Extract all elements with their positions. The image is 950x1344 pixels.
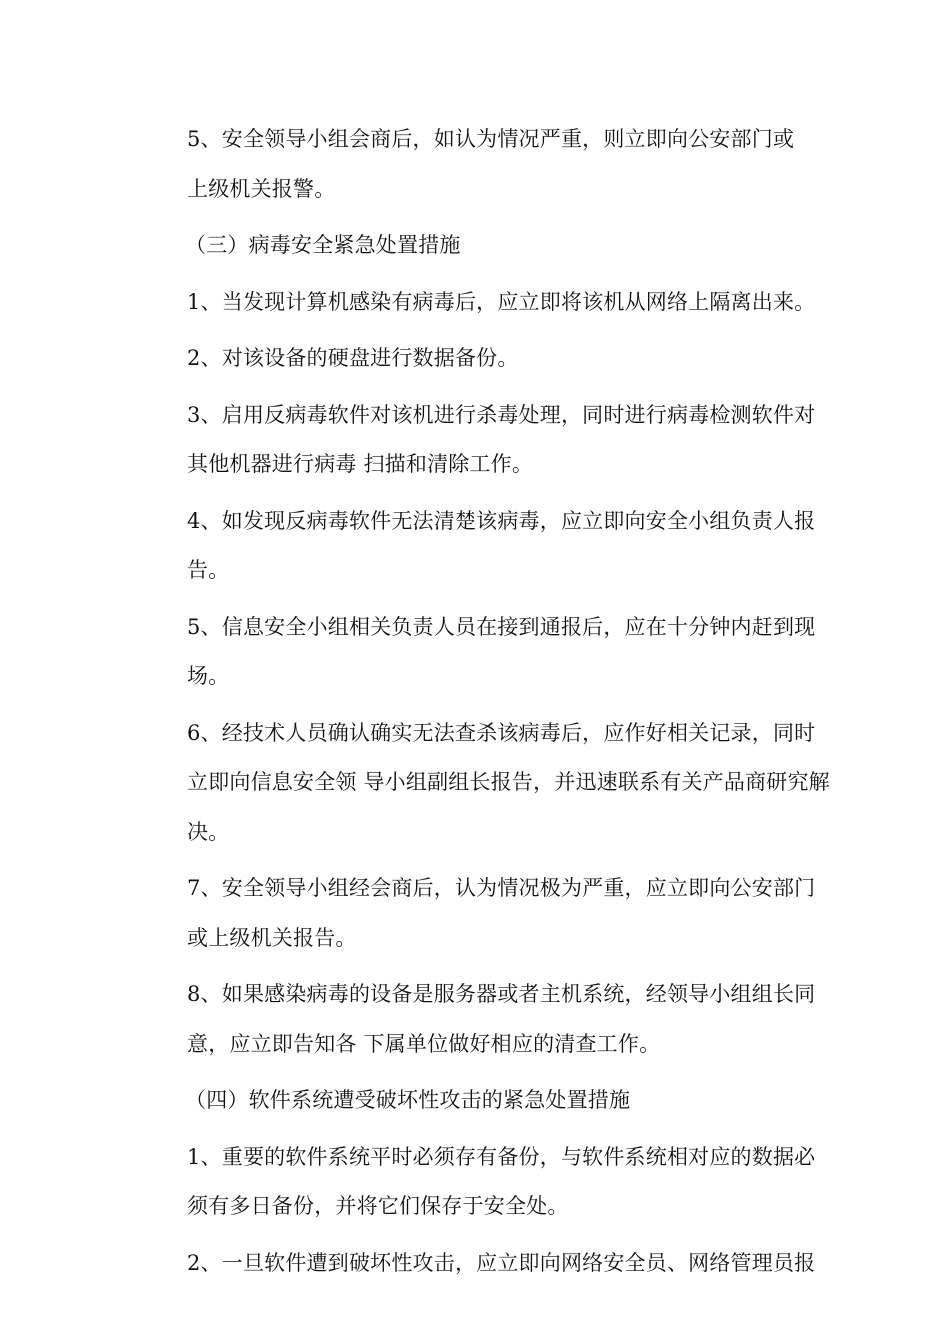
text-line: 2、一旦软件遭到破坏性攻击，应立即向网络安全员、网络管理员报: [187, 1250, 816, 1275]
text-line: （三）病毒安全紧急处置措施: [185, 233, 461, 257]
text-line: 场。: [187, 664, 230, 688]
text-line: 上级机关报警。: [187, 176, 336, 201]
text-line: 其他机器进行病毒 扫描和清除工作。: [187, 452, 534, 476]
text-line: 决。: [187, 819, 230, 844]
text-line: 1、当发现计算机感染有病毒后，应立即将该机从网络上隔离出来。: [187, 289, 816, 314]
document-body: [145, 115, 830, 1295]
paragraph-item-1-software-backup: [145, 1133, 816, 1232]
paragraph-item-5-onsite: [145, 603, 816, 702]
text-line: 6、经技术人员确认确实无法查杀该病毒后，应作好相关记录，同时: [187, 720, 816, 745]
paragraph-item-3-antivirus: [145, 391, 816, 490]
paragraph-item-6-record: [145, 709, 830, 858]
text-line: 8、如果感染病毒的设备是服务器或者主机系统，经领导小组组长同: [187, 982, 816, 1006]
text-line: 须有多日备份，并将它们保存于安全处。: [187, 1194, 569, 1218]
text-line: 2、对该设备的硬盘进行数据备份。: [187, 346, 519, 370]
text-line: 5、信息安全小组相关负责人员在接到通报后，应在十分钟内赶到现: [187, 614, 816, 639]
text-line: 告。: [187, 558, 230, 582]
paragraph-item-8-server: [145, 970, 816, 1069]
paragraph-item-4-report: [145, 497, 816, 596]
text-line: 3、启用反病毒软件对该机进行杀毒处理，同时进行病毒检测软件对: [187, 402, 816, 427]
text-line: 5、安全领导小组会商后，如认为情况严重，则立即向公安部门或: [187, 127, 795, 151]
section-heading-virus: [145, 221, 810, 271]
paragraph-item-7-police: [145, 864, 816, 963]
text-line: 4、如发现反病毒软件无法清楚该病毒，应立即向安全小组负责人报: [187, 508, 816, 533]
text-line: 或上级机关报告。: [187, 925, 357, 950]
text-line: 意，应立即告知各 下属单位做好相应的清查工作。: [187, 1031, 661, 1056]
paragraph-item-5-alarm: [145, 115, 810, 214]
text-line: （四）软件系统遭受破坏性攻击的紧急处置措施: [185, 1088, 631, 1112]
text-line: 1、重要的软件系统平时必须存有备份，与软件系统相对应的数据必: [187, 1144, 816, 1169]
paragraph-item-2-attack-report: [145, 1239, 816, 1289]
paragraph-item-1-isolate: [145, 278, 816, 328]
paragraph-item-2-backup: [145, 334, 810, 384]
text-line: 7、安全领导小组经会商后，认为情况极为严重，应立即向公安部门: [187, 876, 816, 900]
section-heading-software: [145, 1076, 810, 1126]
text-line: 立即向信息安全领 导小组副组长报告，并迅速联系有关产品商研究解: [187, 770, 830, 794]
